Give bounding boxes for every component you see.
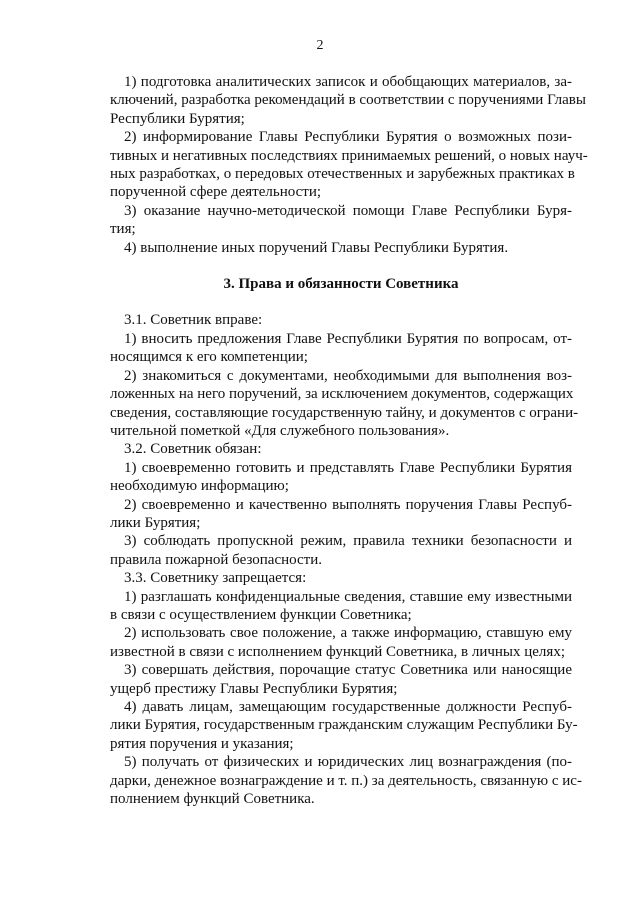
text-line: 1) подготовка аналитических записок и обобщающих материалов, за- bbox=[124, 74, 572, 90]
text-line: чительной пометкой «Для служебного пользования». bbox=[110, 422, 450, 439]
text-line: 2) использовать свое положение, а также информацию, ставшую ему bbox=[124, 625, 572, 642]
text-line: ущерб престижу Главы Республики Бурятия; bbox=[110, 680, 398, 697]
text-line: порученной сфере деятельности; bbox=[110, 184, 322, 201]
text-line: 2) знакомиться с документами, необходимыми для выполнения воз- bbox=[124, 367, 572, 384]
paragraph bbox=[110, 128, 588, 202]
list-before-section bbox=[110, 73, 588, 257]
text-line: 3) соблюдать пропускной режим, правила техники безопасности и bbox=[124, 533, 572, 550]
paragraph bbox=[110, 569, 572, 587]
text-line: 5) получать от физических и юридических лиц вознаграждения (по- bbox=[124, 754, 572, 771]
text-line: 3) совершать действия, порочащие статус Советника или наносящие bbox=[124, 662, 572, 679]
text-line: 3.3. Советнику запрещается: bbox=[124, 570, 307, 587]
page-number: 2 bbox=[316, 38, 324, 53]
text-line: сведения, составляющие государственную тайну, и документов с ограни- bbox=[110, 404, 579, 421]
text-line: 1) своевременно готовить и представлять Главе Республики Бурятия bbox=[124, 459, 572, 476]
text-line: полнением функций Советника. bbox=[110, 791, 315, 808]
paragraph bbox=[110, 202, 572, 239]
text-line: дарки, денежное вознаграждение и т. п.) за деятельность, связанную с ис- bbox=[110, 772, 582, 789]
text-line: 2) своевременно и качественно выполнять поручения Главы Респуб- bbox=[124, 496, 572, 513]
section-heading: 3. Права и обязанности Советника bbox=[223, 276, 459, 293]
text-line: ных разработках, о передовых отечественных и зарубежных практиках в bbox=[110, 166, 575, 183]
list-after-section bbox=[110, 311, 582, 808]
paragraph bbox=[110, 588, 572, 625]
text-line: 2) информирование Главы Республики Бурятия о возможных пози- bbox=[124, 129, 572, 146]
text-line: ложенных на него поручений, за исключением документов, содержащих bbox=[110, 386, 574, 403]
text-line: 3.2. Советник обязан: bbox=[124, 441, 262, 458]
paragraph bbox=[110, 440, 572, 458]
text-line: 4) выполнение иных поручений Главы Республики Бурятия. bbox=[124, 239, 509, 256]
document-body bbox=[110, 73, 588, 808]
paragraph bbox=[110, 367, 579, 441]
text-line: необходимую информацию; bbox=[110, 478, 289, 495]
text-line: 1) разглашать конфиденциальные сведения, ставшие ему известными bbox=[124, 588, 572, 605]
text-line: тия; bbox=[110, 221, 136, 238]
paragraph bbox=[110, 753, 582, 808]
text-line: носящимся к его компетенции; bbox=[110, 349, 308, 366]
text-line: 4) давать лицам, замещающим государственные должности Респуб- bbox=[124, 699, 572, 715]
text-line: Республики Бурятия; bbox=[110, 110, 245, 127]
text-line: лики Бурятия; bbox=[110, 514, 201, 531]
text-line: тивных и негативных последствиях принимаемых решений, о новых науч- bbox=[110, 147, 588, 164]
paragraph bbox=[110, 330, 572, 367]
text-line: 3) оказание научно-методической помощи Главе Республики Буря- bbox=[124, 202, 572, 219]
text-line: лики Бурятия, государственным гражданским служащим Республики Бу- bbox=[110, 717, 578, 734]
paragraph bbox=[110, 239, 572, 257]
text-line: ключений, разработка рекомендаций в соответствии с поручениями Главы bbox=[110, 92, 586, 109]
paragraph bbox=[110, 661, 572, 698]
text-line: правила пожарной безопасности. bbox=[110, 551, 323, 568]
paragraph bbox=[110, 311, 572, 329]
paragraph bbox=[110, 496, 572, 533]
text-line: в связи с осуществлением функции Советника; bbox=[110, 606, 412, 623]
paragraph bbox=[110, 624, 572, 661]
paragraph bbox=[110, 698, 578, 753]
paragraph bbox=[110, 532, 572, 569]
text-line: 3.1. Советник вправе: bbox=[124, 312, 263, 329]
text-line: 1) вносить предложения Главе Республики Бурятия по вопросам, от- bbox=[124, 330, 572, 347]
text-line: известной в связи с исполнением функций Советника, в личных целях; bbox=[110, 643, 565, 660]
paragraph bbox=[110, 73, 586, 128]
text-line: рятия поручения и указания; bbox=[110, 735, 294, 752]
paragraph bbox=[110, 459, 572, 496]
